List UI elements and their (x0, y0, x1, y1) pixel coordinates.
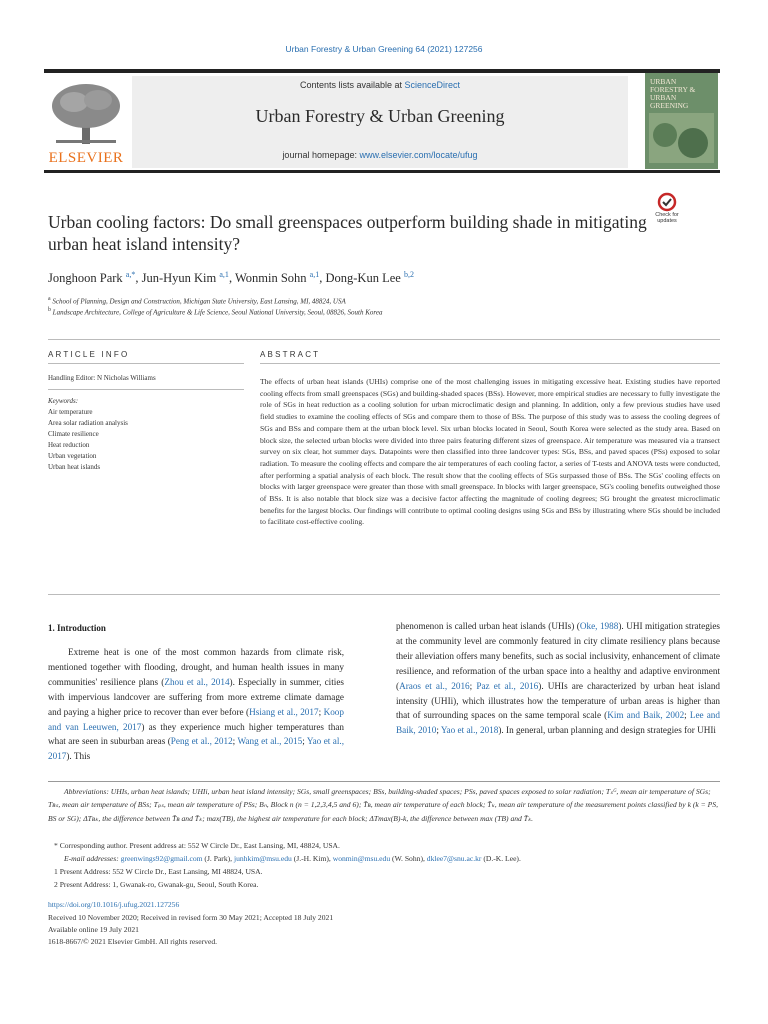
keyword: Air temperature (48, 408, 93, 416)
header-bottom-rule (44, 170, 720, 173)
body-text: Extreme heat is one of the most common hazards from climate risk, mentioned together with flooding, drought, and human health issues in many communities' resilience plans ( (48, 647, 344, 687)
available-online: Available online 19 July 2021 (48, 925, 139, 934)
author[interactable]: Dong-Kun Lee $^{b,2}$ (325, 270, 414, 286)
homepage-prefix: journal homepage: (282, 150, 360, 160)
journal-citation[interactable]: Urban Forestry & Urban Greening 64 (2021) 127256 (285, 44, 483, 54)
body-text: ). Especially in summer, cities with impervious landcover are suffering from more extreme climate damage and paying a higher price to recover than ever before ( (48, 676, 344, 717)
body-text: ; (302, 736, 307, 747)
citation-link[interactable]: Yao et al., 2017 (48, 736, 344, 762)
citation-link[interactable]: Araos et al., 2016 (399, 680, 470, 691)
body-text: ). In general, urban planning and design strategies for UHIi (498, 725, 716, 736)
article-info-rule-2 (48, 389, 244, 390)
citation-link[interactable]: Lee and Baik, 2010 (396, 710, 720, 736)
citation-link[interactable]: Peng et al., 2012 (170, 736, 233, 747)
section-rule (48, 339, 720, 340)
citation-link[interactable]: Hsiang et al., 2017 (249, 706, 319, 717)
footnote-rule (48, 781, 720, 782)
body-text: ; (318, 706, 324, 717)
contents-prefix: Contents lists available at (299, 80, 405, 90)
email-link[interactable]: wonmin@msu.edu (332, 854, 391, 863)
intro-left-column (48, 645, 344, 764)
affiliation-b: $^b$ Landscape Architecture, College of Agriculture & Life Science, Seoul National University, Seoul, 08826, South Korea (48, 307, 383, 317)
keyword: Urban vegetation (48, 452, 97, 460)
copyright: 1618-8667/© 2021 Elsevier GmbH. All rights reserved. (48, 937, 218, 946)
body-text: ). This (66, 751, 91, 762)
handling-editor: Handling Editor: N Nicholas Williams (48, 374, 156, 382)
received-dates: Received 10 November 2020; Received in revised form 30 May 2021; Accepted 18 July 2021 (48, 913, 334, 922)
citation-link[interactable]: Kim and Baik, 2002 (607, 710, 685, 721)
contents-line (132, 80, 628, 90)
check-for-updates-label: Check for updates (655, 212, 679, 224)
email-link[interactable]: junhkim@msu.edu (233, 854, 292, 863)
article-info-rule (48, 363, 244, 364)
author[interactable]: Jun-Hyun Kim $^{a,1}$ (141, 270, 229, 286)
section-heading-introduction: 1. Introduction (48, 623, 106, 633)
elsevier-wordmark: ELSEVIER (48, 150, 124, 166)
abstract-text: The effects of urban heat islands (UHIs) comprise one of the most challenging issues in mitigating excessive heat. Existing studies have reported cooling effects from small greenspaces (SGs) and building-shaded spaces (BSs). However, more empirical studies are necessary to fully investigate the role of SGs in heat reduction as a cooling solution for urban microclimatic design and planning. In addition, only a few previous studies have used field studies to examine the cooling effects of SGs and compare them to those of BSs. The purpose of this study was to assess the cooling degrees of SGs and BSs and compare them at the urban block level. Six urban blocks located in Seoul, South Korea were selected as the study area. Based on block size, the selected urban blocks were divided into three pairs featuring different sizes of greenspace. Air temperature was measured via a transect survey on six clear, hot summer days. Datapoints were then classified into three landcover types: SGs, BSs, and paved spaces (PSs) exposed to solar radiation. To measure the cooling effects and compare the air temperatures of each cooling factor, a series of T-tests and ANOVA tests were conducted, after performing a spatial analysis of each block. The result show that the cooling effects of SGs surpassed those of BSs. The SGs' cooling effects on blocks with larger greenspace were greater than those with small greenspace. In blocks with larger greenspace, SG's cooling benefits outweighed those of BSs. It is also notable that block size was a decisive factor affecting the magnitude of cooling degrees; SG brought the greatest microclimatic benefits for the largest blocks. Our findings will contribute to optimal cooling designs using SGs and BSs by illustrating where SGs should be included to facilitate cost-effective cooling. (260, 377, 720, 527)
cover-title: URBAN FORESTRY & URBAN GREENING (650, 77, 696, 110)
body-text: ). UHIs are characterized by urban heat island intensity (UHIi), which illustrates how the temperature of urban areas is higher than that of surrounding spaces on the same temporal scale ( (396, 680, 721, 721)
author[interactable]: Jonghoon Park $^{a,*}$ (48, 270, 136, 286)
abstract-rule (260, 363, 720, 364)
body-text: ; (684, 710, 690, 721)
abbreviations-footnote: Abbreviations: UHIs, urban heat islands; UHIi, urban heat island intensity; SGs, small greenspaces; BSs, building-shaded spaces; PSs, paved spaces exposed to solar radiation; Tₛᴳ, mean air temperature of SGs; Tʙₛ, mean air temperature of BSs; Tₚₛ, mean air temperature of PSs; Bₙ, Block n (n = 1,2,3,4,5 and 6); T̄ʙ, mean air temperature of each block; T̄ₖ, mean air temperature of the measurement points classified by k (k = PS, BS or SG); ΔTʙₖ, the difference between T̄ʙ and T̄ₖ; max(TB), the highest air temperature for each block; ΔTmax(B)-k, the difference between max (TB) and T̄ₖ. (48, 787, 718, 823)
body-text: ; (469, 680, 477, 691)
corresponding-author-note: * Corresponding author. Present address at: 552 W Circle Dr., East Lansing, MI, 48824, USA. (54, 841, 340, 850)
citation-link[interactable]: Paz et al., 2016 (476, 680, 539, 691)
email-addresses: E-mail addresses: greenwings92@gmail.com (J. Park), junhkim@msu.edu (J.-H. Kim), wonmin@msu.edu (W. Sohn), dklee7@snu.ac.kr (D.-K. Lee). (64, 854, 521, 863)
abstract-heading: ABSTRACT (260, 350, 321, 359)
body-text: ; (436, 725, 441, 736)
body-text: ). UHI mitigation strategies at the community level are commonly featured in city climate resiliency plans because their alleviation offers many benefits, such as social inclusivity, enhancement of climate resilience, and reformation of the urban space into a healthy and adaptive environment ( (396, 621, 720, 691)
citation-link[interactable]: Zhou et al., 2014 (164, 676, 230, 687)
journal-title: Urban Forestry & Urban Greening (255, 106, 505, 126)
paper-title: Urban cooling factors: Do small greenspaces outperform building shade in mitigating urban heat island intensity? (48, 212, 647, 254)
keyword: Climate resilience (48, 430, 99, 438)
citation-link[interactable]: Yao et al., 2018 (440, 725, 499, 736)
citation-link[interactable]: Wang et al., 2015 (237, 736, 303, 747)
abstract-bottom-rule (48, 594, 720, 595)
doi-link[interactable]: https://doi.org/10.1016/j.ufug.2021.127256 (48, 900, 180, 909)
keywords (48, 396, 248, 473)
author-list: Jonghoon Park $^{a,*}$, Jun-Hyun Kim $^{a,1}$, Wonmin Sohn $^{a,1}$, Dong-Kun Lee $^{b,2}$ (48, 270, 414, 286)
keywords-label: Keywords: (48, 397, 79, 405)
body-text: phenomenon is called urban heat islands (UHIs) ( (396, 621, 580, 631)
citation-link[interactable]: Koop and van Leeuwen, 2017 (48, 706, 344, 732)
sciencedirect-link[interactable]: ScienceDirect (404, 80, 461, 90)
author[interactable]: Wonmin Sohn $^{a,1}$ (234, 270, 320, 286)
body-text: ) as they experience much higher temperatures than what are seen in suburban areas ( (48, 721, 344, 747)
citation-link[interactable]: Oke, 1988 (579, 621, 619, 631)
keyword: Urban heat islands (48, 463, 101, 471)
journal-homepage-link[interactable]: www.elsevier.com/locate/ufug (359, 150, 478, 160)
body-text: ; (232, 736, 238, 747)
keyword: Area solar radiation analysis (48, 419, 128, 427)
homepage-line (132, 150, 628, 160)
affiliation-a: $^a$ School of Planning, Design and Construction, Michigan State University, East Lansing, MI, 48824, USA (48, 296, 346, 306)
intro-right-column (396, 619, 720, 738)
email-link[interactable]: greenwings92@gmail.com (120, 854, 203, 863)
top-rule (44, 69, 720, 73)
footnote-2: 2 Present Address: 1, Gwanak-ro, Gwanak-gu, Seoul, South Korea. (54, 880, 259, 889)
article-info-heading: ARTICLE INFO (48, 350, 130, 359)
email-link[interactable]: dklee7@snu.ac.kr (426, 854, 482, 863)
keyword: Heat reduction (48, 441, 90, 449)
footnote-1: 1 Present Address: 552 W Circle Dr., East Lansing, MI 48824, USA. (54, 867, 263, 876)
